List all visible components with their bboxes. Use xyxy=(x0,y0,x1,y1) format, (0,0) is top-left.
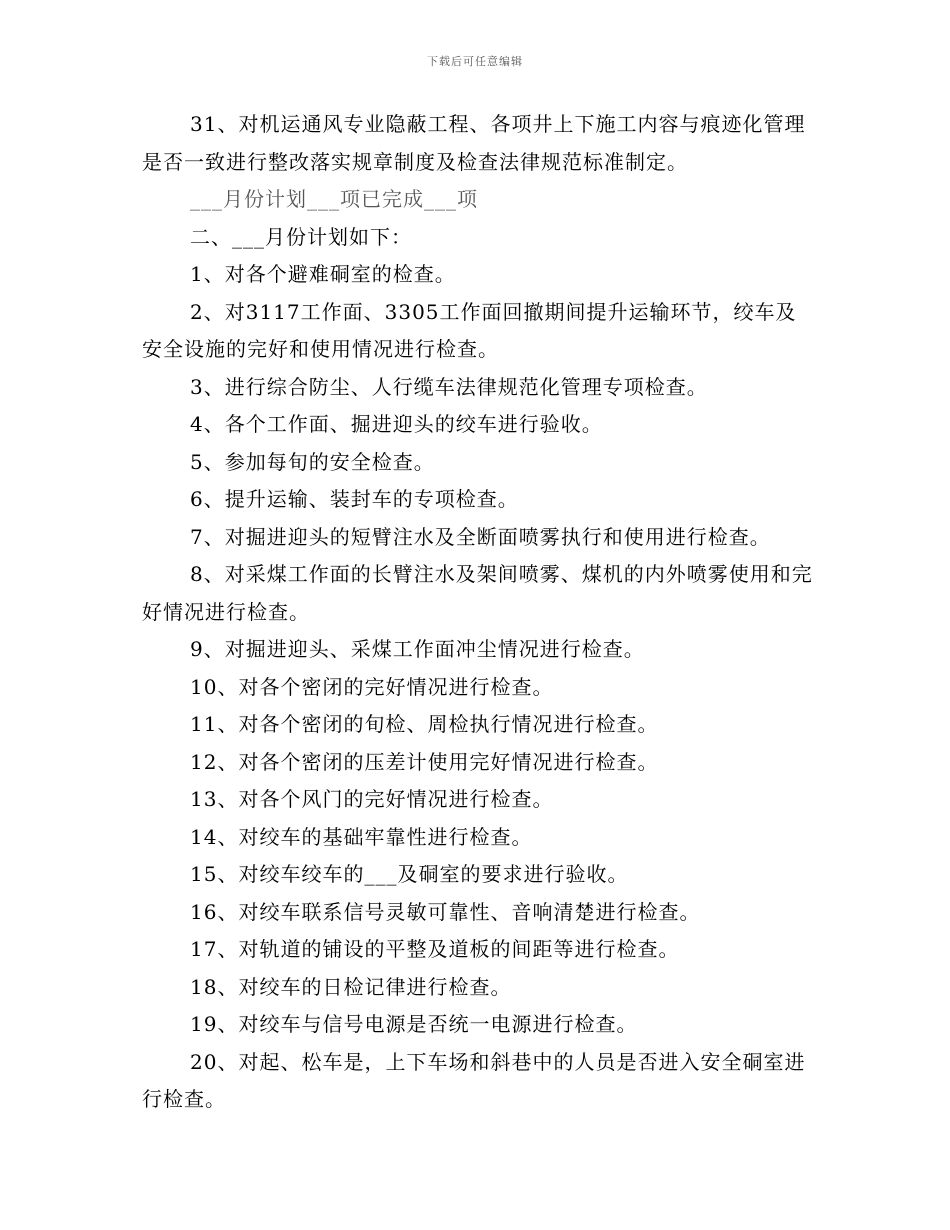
paragraph-item-9: 9、对掘进迎头、采煤工作面冲尘情况进行检查。 xyxy=(190,637,645,661)
section-heading: 二、___月份计划如下： xyxy=(190,224,412,249)
document-body xyxy=(142,106,814,1119)
paragraph-item-1: 1、对各个避难硐室的检查。 xyxy=(190,262,456,286)
page-header: 下载后可任意编辑 xyxy=(427,55,523,68)
paragraph-item-12: 12、对各个密闭的压差计使用完好情况进行检查。 xyxy=(190,749,659,774)
plan-summary-line: ___月份计划___项已完成___项 xyxy=(190,187,478,211)
paragraph-item-2: 2、对3117工作面、3305工作面回撤期间提升运输环节，绞车及安全设施的完好和使用情况进行检查。 xyxy=(142,299,797,361)
paragraph-item-15: 15、对绞车绞车的___及硐室的要求进行验收。 xyxy=(190,862,629,886)
paragraph-item-5: 5、参加每旬的安全检查。 xyxy=(190,449,435,474)
paragraph-item-13: 13、对各个风门的完好情况进行检查。 xyxy=(190,787,554,811)
paragraph-item-7: 7、对掘进迎头的短臂注水及全断面喷雾执行和使用进行检查。 xyxy=(190,524,771,549)
paragraph-item-18: 18、对绞车的日检记律进行检查。 xyxy=(190,974,512,999)
paragraph-item-3: 3、进行综合防尘、人行缆车法律规范化管理专项检查。 xyxy=(190,374,708,399)
paragraph-item-31: 31、对机运通风专业隐蔽工程、各项井上下施工内容与痕迹化管理是否一致进行整改落实规章制度及检查法律规范标准制定。 xyxy=(142,112,806,174)
paragraph-item-19: 19、对绞车与信号电源是否统一电源进行检查。 xyxy=(190,1012,638,1036)
paragraph-item-14: 14、对绞车的基础牢靠性进行检查。 xyxy=(190,824,533,849)
paragraph-item-17: 17、对轨道的铺设的平整及道板的间距等进行检查。 xyxy=(190,937,680,961)
paragraph-item-10: 10、对各个密闭的完好情况进行检查。 xyxy=(190,674,554,699)
paragraph-item-6: 6、提升运输、装封车的专项检查。 xyxy=(190,487,519,511)
paragraph-item-16: 16、对绞车联系信号灵敏可靠性、音响清楚进行检查。 xyxy=(190,899,701,924)
paragraph-item-4: 4、各个工作面、掘进迎头的绞车进行验收。 xyxy=(190,412,603,436)
paragraph-item-11: 11、对各个密闭的旬检、周检执行情况进行检查。 xyxy=(190,712,659,736)
paragraph-item-8: 8、对采煤工作面的长臂注水及架间喷雾、煤机的内外喷雾使用和完好情况进行检查。 xyxy=(142,562,813,624)
paragraph-item-20: 20、对起、松车是，上下车场和斜巷中的人员是否进入安全硐室进行检查。 xyxy=(142,1049,806,1111)
